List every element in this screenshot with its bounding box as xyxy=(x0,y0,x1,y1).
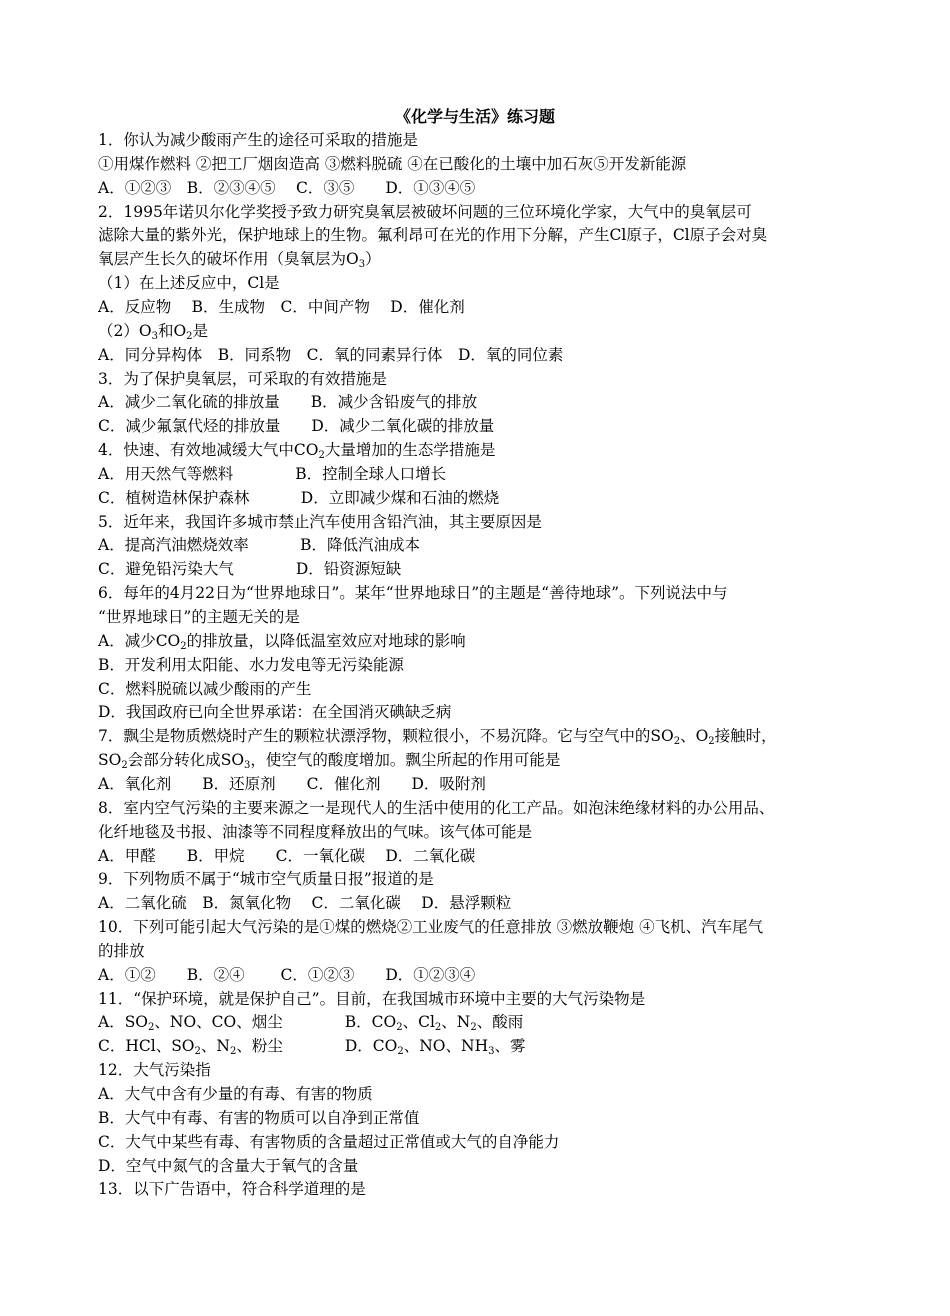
text-line: 12．大气污染指 xyxy=(98,1061,211,1080)
text-line: A．提高汽油燃烧效率 B．降低汽油成本 xyxy=(98,536,421,555)
text-line: 2．1995年诺贝尔化学奖授予致力研究臭氧层被破坏问题的三位环境化学家，大气中的臭氧层可 xyxy=(98,202,752,221)
text-line: D．空气中氮气的含量大于氧气的含量 xyxy=(98,1156,359,1175)
text-line: A．①② B．②④ C．①②③ D．①②③④ xyxy=(98,965,476,984)
text-line: 滤除大量的紫外光，保护地球上的生物。氟利昂可在光的作用下分解，产生Cl原子，Cl原子会对臭 xyxy=(98,226,768,245)
text-line: C．大气中某些有毒、有害物质的含量超过正常值或大气的自净能力 xyxy=(98,1132,560,1151)
text-line: 8．室内空气污染的主要来源之一是现代人的生活中使用的化工产品。如泡沫绝缘材料的办公用品、 xyxy=(98,798,775,817)
text-line: A．减少二氧化硫的排放量 B．减少含铅废气的排放 xyxy=(98,393,478,412)
text-line: 化纤地毯及书报、油漆等不同程度释放出的气味。该气体可能是 xyxy=(98,822,533,841)
text-line: 的排放 xyxy=(98,941,145,960)
text-line: C．避免铅污染大气 D．铅资源短缺 xyxy=(98,560,402,579)
text-line: C．燃料脱硫以减少酸雨的产生 xyxy=(98,679,312,698)
text-line: A．用天然气等燃料 B．控制全球人口增长 xyxy=(98,464,447,483)
text-line: A．大气中含有少量的有毒、有害的物质 xyxy=(98,1085,373,1103)
text-line: A．①②③ B．②③④⑤ C．③⑤ D．①③④⑤ xyxy=(98,178,476,197)
text-line: 5．近年来，我国许多城市禁止汽车使用含铅汽油，其主要原因是 xyxy=(98,512,542,531)
text-line: （1）在上述反应中，Cl是 xyxy=(98,274,280,293)
text-line: D．我国政府已向全世界承诺：在全国消灭碘缺乏病 xyxy=(98,703,452,722)
text-line: 7．飘尘是物质燃烧时产生的颗粒状漂浮物，颗粒很小，不易沉降。它与空气中的$SO_2$、$O_2$接触时， xyxy=(98,727,777,748)
text-line: A．氧化剂 B．还原剂 C．催化剂 D．吸附剂 xyxy=(98,774,486,793)
text-line: C．减少氟氯代烃的排放量 D．减少二氧化碳的排放量 xyxy=(98,417,495,436)
text-line: “世界地球日”的主题无关的是 xyxy=(98,608,300,626)
page-title: 《化学与生活》练习题 xyxy=(394,107,555,126)
text-line: B．大气中有毒、有害的物质可以自净到正常值 xyxy=(98,1108,420,1127)
text-line: 11．“保护环境，就是保护自己”。目前，在我国城市环境中主要的大气污染物是 xyxy=(98,989,646,1008)
text-line: A．甲醛 B．甲烷 C．一氧化碳 D．二氧化碳 xyxy=(98,846,476,865)
text-line: $(2)O_3$和$O_2$是 xyxy=(98,321,209,342)
text-line: ①用煤作燃料 ②把工厂烟囱造高 ③燃料脱硫 ④在已酸化的土壤中加石灰⑤开发新能源 xyxy=(98,154,687,173)
text-line: A．$SO_2$、NO、CO、烟尘 B．$CO_2$、$Cl_2$、$N_2$、酸雨 xyxy=(98,1013,524,1034)
text-line: A．二氧化硫 B．氮氧化物 C．二氧化碳 D．悬浮颗粒 xyxy=(98,894,512,913)
text-line: 1．你认为减少酸雨产生的途径可采取的措施是 xyxy=(98,131,418,149)
text-line: C．HCl、$SO_2$、$N_2$、粉尘 D．$CO_2$、NO、$NH_3$、雾 xyxy=(98,1037,526,1058)
text-line: 氧层产生长久的破坏作用（臭氧层为$O_3$） xyxy=(98,250,381,271)
text-line: 6．每年的4月22日为“世界地球日”。某年“世界地球日”的主题是“善待地球”。下列说法中与 xyxy=(98,584,728,603)
text-line: A．同分异构体 B．同系物 C．氧的同素异行体 D．氧的同位素 xyxy=(98,345,564,364)
text-line: 13．以下广告语中，符合科学道理的是 xyxy=(98,1180,366,1199)
text-line: 3．为了保护臭氧层，可采取的有效措施是 xyxy=(98,369,387,388)
text-line: 10．下列可能引起大气污染的是①煤的燃烧②工业废气的任意排放 ③燃放鞭炮 ④飞机、汽车尾气 xyxy=(98,918,764,937)
text-line: A．减少$CO_2$的排放量，以降低温室效应对地球的影响 xyxy=(98,631,466,652)
text-line: C．植树造林保护森林 D．立即减少煤和石油的燃烧 xyxy=(98,488,500,507)
text-line: A．反应物 B．生成物 C．中间产物 D．催化剂 xyxy=(98,297,465,316)
text-line: B．开发利用太阳能、水力发电等无污染能源 xyxy=(98,655,404,674)
text-line: $SO_2$会部分转化成$SO_3$，使空气的酸度增加。飘尘所起的作用可能是 xyxy=(98,751,561,772)
text-line: 9．下列物质不属于“城市空气质量日报”报道的是 xyxy=(98,870,434,889)
text-line: 4．快速、有效地减缓大气中$CO_2$大量增加的生态学措施是 xyxy=(98,441,496,462)
